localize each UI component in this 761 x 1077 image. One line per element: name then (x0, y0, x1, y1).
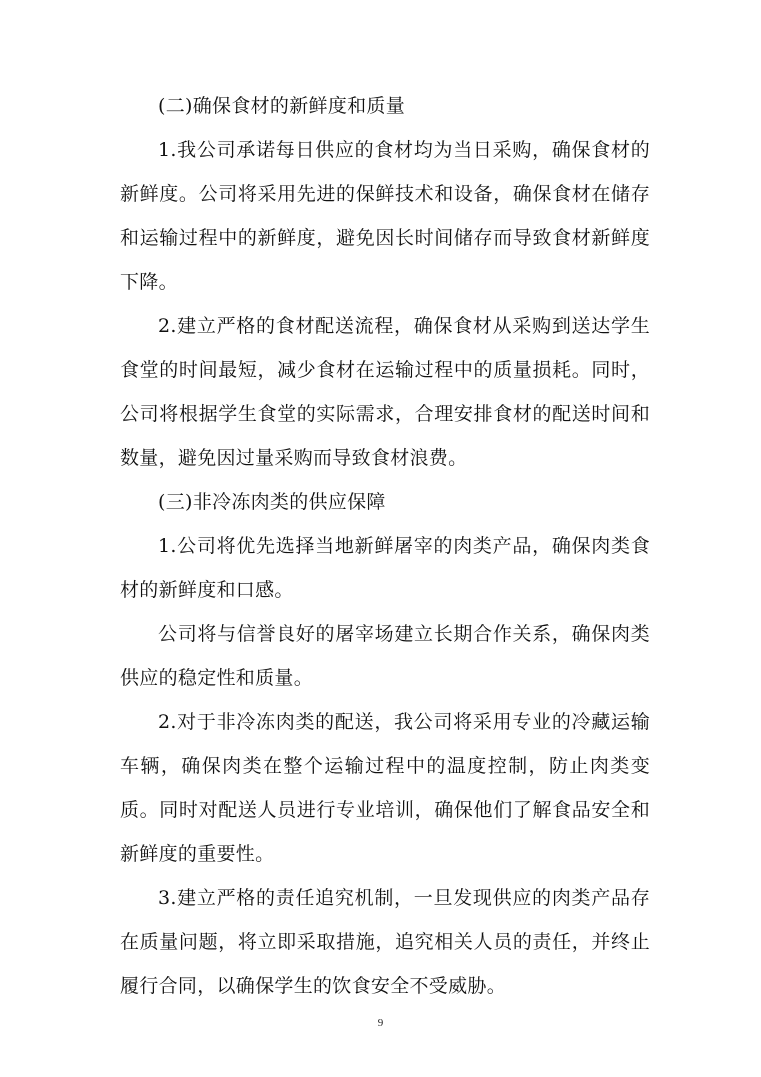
paragraph: 1.公司将优先选择当地新鲜屠宰的肉类产品，确保肉类食材的新鲜度和口感。 (120, 535, 650, 601)
paragraph: 2.建立严格的食材配送流程，确保食材从采购到送达学生食堂的时间最短，减少食材在运输过程中的质量损耗。同时，公司将根据学生食堂的实际需求，合理安排食材的配送时间和数量，避免因过量采购而导致食材浪费。 (120, 315, 650, 469)
section-heading-3: (三)非冷冻肉类的供应保障 (158, 491, 386, 513)
paragraph: 3.建立严格的责任追究机制，一旦发现供应的肉类产品存在质量问题，将立即采取措施，追究相关人员的责任，并终止履行合同，以确保学生的饮食安全不受威胁。 (120, 887, 650, 997)
section-heading-2: (二)确保食材的新鲜度和质量 (158, 95, 406, 117)
paragraph: 1.我公司承诺每日供应的食材均为当日采购，确保食材的新鲜度。公司将采用先进的保鲜技术和设备，确保食材在储存和运输过程中的新鲜度，避免因长时间储存而导致食材新鲜度下降。 (120, 139, 650, 293)
paragraph: 公司将与信誉良好的屠宰场建立长期合作关系，确保肉类供应的稳定性和质量。 (120, 623, 650, 689)
paragraph: 2.对于非冷冻肉类的配送，我公司将采用专业的冷藏运输车辆，确保肉类在整个运输过程中的温度控制，防止肉类变质。同时对配送人员进行专业培训，确保他们了解食品安全和新鲜度的重要性。 (120, 711, 650, 865)
page-number: 9 (377, 1017, 384, 1029)
body-text (120, 84, 650, 1008)
